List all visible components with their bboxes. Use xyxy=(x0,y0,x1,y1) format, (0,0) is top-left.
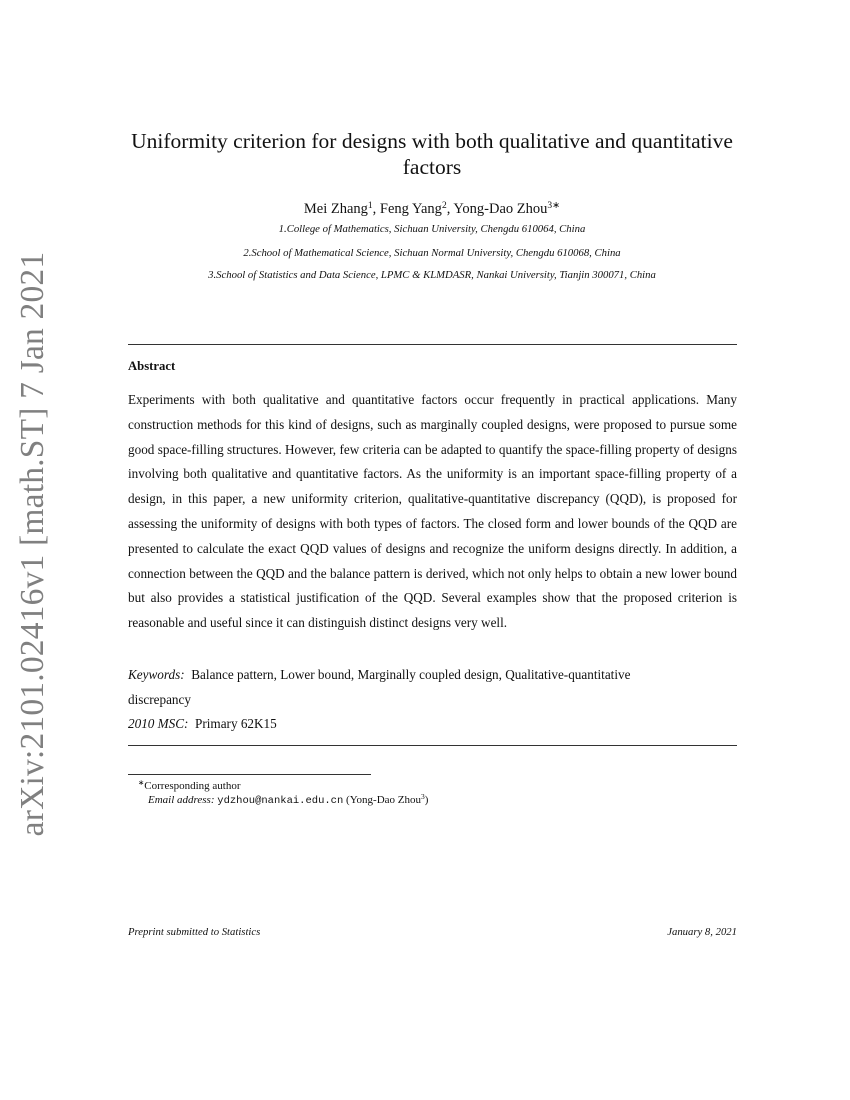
author-name: Feng Yang xyxy=(379,201,442,217)
abstract-heading: Abstract xyxy=(128,359,176,373)
keywords xyxy=(128,663,737,688)
keywords-label: Keywords: xyxy=(128,667,185,682)
affiliation: 3.School of Statistics and Data Science, LPMC & KLMDASR, Nankai University, Tianjin 300071, China xyxy=(208,269,656,281)
email-link[interactable]: ydzhou@nankai.edu.cn xyxy=(217,795,344,807)
email-label: Email address: xyxy=(148,794,215,806)
author-affil-mark: 2 xyxy=(441,201,447,211)
corresponding-author-label: Corresponding author xyxy=(144,780,241,792)
email-owner: (Yong-Dao Zhou xyxy=(346,794,422,806)
title-line-2: factors xyxy=(402,155,462,179)
author-affil-mark: 3∗ xyxy=(547,201,561,211)
footer-date: January 8, 2021 xyxy=(667,926,737,938)
abstract-bottom-rule xyxy=(128,745,737,746)
author-name: Mei Zhang xyxy=(303,201,368,217)
author-list: Mei Zhang$^1$, Feng Yang$^2$, Yong-Dao Zhou$^{3∗}$ xyxy=(303,201,561,217)
abstract-body: Experiments with both qualitative and quantitative factors occur frequently in practical applications. Many construction methods for this kind of designs, such as marginally coupled designs, were proposed to pursue some good space-filling structures. However, few criteria can be adapted to quantify the space-filling property of designs involving both qualitative and quantitative factors. As the uniformity is an important space-filling property of a design, in this paper, a new uniformity criterion, qualitative-quantitative discrepancy (QQD), is proposed for assessing the uniformity of designs with both types of factors. The closed form and lower bounds of the QQD are presented to calculate the exact QQD values of designs and recognize the uniform designs directly. In addition, a connection between the QQD and the balance pattern is derived, which not only helps to obtain a new lower bound but also provides a statistical justification of the QQD. Several examples show that the proposed criterion is reasonable and useful since it can distinguish distinct designs very well. xyxy=(128,392,737,631)
footnote-corresponding xyxy=(138,779,241,794)
keywords-line-1: Balance pattern, Lower bound, Marginally coupled design, Qualitative-quantitative xyxy=(191,667,631,682)
email-owner-mark: 3 xyxy=(421,792,425,801)
msc-label: 2010 MSC: xyxy=(128,716,189,731)
paper-title xyxy=(100,128,764,180)
abstract-top-rule xyxy=(128,344,737,345)
keywords-continued: discrepancy xyxy=(128,692,191,707)
footnote-rule xyxy=(128,774,371,775)
arxiv-identifier: arXiv:2101.02416v1 [math.ST] 7 Jan 2021 xyxy=(14,251,51,836)
footnote-mark: ∗ xyxy=(138,778,145,787)
author-affil-mark: 1 xyxy=(367,201,373,211)
arxiv-sidebar xyxy=(8,251,58,836)
msc-classification xyxy=(128,712,737,737)
affiliation: 2.School of Mathematical Science, Sichuan Normal University, Chengdu 610068, China xyxy=(243,247,621,259)
author-name: Yong-Dao Zhou xyxy=(453,201,548,217)
email-owner-close: ) xyxy=(424,794,429,806)
title-line-1: Uniformity criterion for designs with both qualitative and quantitative xyxy=(131,129,733,153)
footer-preprint-note: Preprint submitted to Statistics xyxy=(128,926,261,938)
footnote-email xyxy=(148,793,428,809)
affiliation: 1.College of Mathematics, Sichuan University, Chengdu 610064, China xyxy=(278,223,586,235)
msc-value: Primary 62K15 xyxy=(195,716,277,731)
